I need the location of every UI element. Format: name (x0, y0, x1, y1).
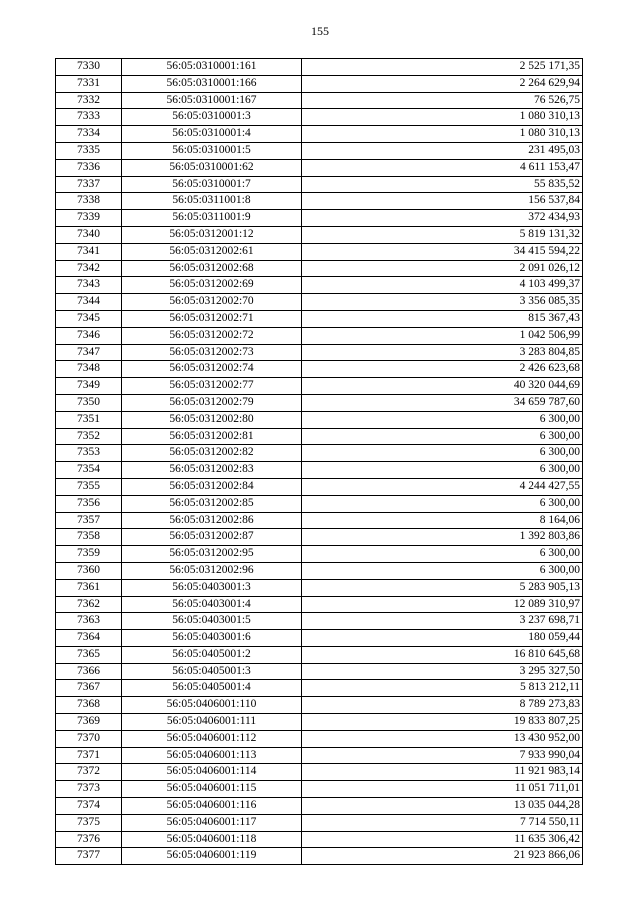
cadastral-number-cell: 56:05:0403001:3 (122, 579, 302, 596)
cadastral-value-cell: 3 295 327,50 (302, 663, 583, 680)
table-row (56, 445, 583, 462)
cadastral-number-cell: 56:05:0310001:4 (122, 126, 302, 143)
row-number-cell: 7349 (56, 378, 122, 395)
cadastral-value-cell: 11 051 711,01 (302, 781, 583, 798)
cadastral-value-cell: 3 356 085,35 (302, 294, 583, 311)
table-row (56, 848, 583, 865)
cadastral-number-cell: 56:05:0310001:161 (122, 59, 302, 76)
row-number-cell: 7345 (56, 310, 122, 327)
table-row (56, 562, 583, 579)
table-row (56, 394, 583, 411)
row-number-cell: 7364 (56, 630, 122, 647)
cadastral-number-cell: 56:05:0403001:4 (122, 596, 302, 613)
row-number-cell: 7341 (56, 243, 122, 260)
cadastral-number-cell: 56:05:0312002:86 (122, 512, 302, 529)
table-row (56, 814, 583, 831)
table-row (56, 730, 583, 747)
cadastral-value-cell: 34 415 594,22 (302, 243, 583, 260)
row-number-cell: 7348 (56, 361, 122, 378)
table-row (56, 831, 583, 848)
cadastral-value-cell: 3 283 804,85 (302, 344, 583, 361)
row-number-cell: 7357 (56, 512, 122, 529)
table-row (56, 59, 583, 76)
cadastral-number-cell: 56:05:0312002:83 (122, 462, 302, 479)
table-row (56, 226, 583, 243)
cadastral-value-cell: 2 264 629,94 (302, 75, 583, 92)
table-row (56, 193, 583, 210)
cadastral-number-cell: 56:05:0311001:8 (122, 193, 302, 210)
cadastral-value-cell: 6 300,00 (302, 445, 583, 462)
cadastral-value-cell: 6 300,00 (302, 428, 583, 445)
table-row (56, 277, 583, 294)
table-row (56, 462, 583, 479)
cadastral-value-cell: 1 080 310,13 (302, 109, 583, 126)
table-row (56, 697, 583, 714)
row-number-cell: 7333 (56, 109, 122, 126)
cadastral-value-cell: 180 059,44 (302, 630, 583, 647)
cadastral-number-cell: 56:05:0403001:5 (122, 613, 302, 630)
table-row (56, 428, 583, 445)
cadastral-number-cell: 56:05:0406001:115 (122, 781, 302, 798)
cadastral-value-cell: 2 525 171,35 (302, 59, 583, 76)
cadastral-number-cell: 56:05:0312002:95 (122, 546, 302, 563)
cadastral-number-cell: 56:05:0406001:111 (122, 714, 302, 731)
row-number-cell: 7347 (56, 344, 122, 361)
cadastral-value-cell: 6 300,00 (302, 411, 583, 428)
cadastral-number-cell: 56:05:0311001:9 (122, 210, 302, 227)
table-row (56, 478, 583, 495)
row-number-cell: 7336 (56, 159, 122, 176)
table-row (56, 378, 583, 395)
cadastral-number-cell: 56:05:0312002:71 (122, 310, 302, 327)
cadastral-number-cell: 56:05:0312002:96 (122, 562, 302, 579)
table-row (56, 781, 583, 798)
cadastral-value-cell: 156 537,84 (302, 193, 583, 210)
cadastral-value-cell: 34 659 787,60 (302, 394, 583, 411)
row-number-cell: 7356 (56, 495, 122, 512)
cadastral-value-cell: 6 300,00 (302, 562, 583, 579)
cadastral-value-cell: 76 526,75 (302, 92, 583, 109)
cadastral-value-cell: 5 813 212,11 (302, 680, 583, 697)
cadastral-number-cell: 56:05:0312002:87 (122, 529, 302, 546)
table-row (56, 142, 583, 159)
table-row (56, 176, 583, 193)
row-number-cell: 7335 (56, 142, 122, 159)
cadastral-number-cell: 56:05:0405001:4 (122, 680, 302, 697)
table-row (56, 495, 583, 512)
row-number-cell: 7372 (56, 764, 122, 781)
cadastral-value-cell: 11 635 306,42 (302, 831, 583, 848)
row-number-cell: 7366 (56, 663, 122, 680)
row-number-cell: 7343 (56, 277, 122, 294)
cadastral-number-cell: 56:05:0312002:61 (122, 243, 302, 260)
cadastral-value-cell: 8 164,06 (302, 512, 583, 529)
table-row (56, 546, 583, 563)
row-number-cell: 7363 (56, 613, 122, 630)
row-number-cell: 7375 (56, 814, 122, 831)
row-number-cell: 7337 (56, 176, 122, 193)
row-number-cell: 7346 (56, 327, 122, 344)
cadastral-number-cell: 56:05:0312002:68 (122, 260, 302, 277)
row-number-cell: 7340 (56, 226, 122, 243)
cadastral-number-cell: 56:05:0406001:114 (122, 764, 302, 781)
row-number-cell: 7369 (56, 714, 122, 731)
cadastral-value-cell: 4 611 153,47 (302, 159, 583, 176)
row-number-cell: 7354 (56, 462, 122, 479)
cadastral-number-cell: 56:05:0310001:167 (122, 92, 302, 109)
row-number-cell: 7332 (56, 92, 122, 109)
cadastral-value-cell: 16 810 645,68 (302, 646, 583, 663)
table-row (56, 663, 583, 680)
table-row (56, 344, 583, 361)
table-row (56, 310, 583, 327)
cadastral-number-cell: 56:05:0406001:113 (122, 747, 302, 764)
cadastral-value-cell: 815 367,43 (302, 310, 583, 327)
cadastral-value-cell: 4 244 427,55 (302, 478, 583, 495)
cadastral-number-cell: 56:05:0310001:7 (122, 176, 302, 193)
table-row (56, 92, 583, 109)
cadastral-number-cell: 56:05:0406001:116 (122, 798, 302, 815)
row-number-cell: 7353 (56, 445, 122, 462)
table-row (56, 764, 583, 781)
table-row (56, 126, 583, 143)
cadastral-number-cell: 56:05:0312002:79 (122, 394, 302, 411)
row-number-cell: 7342 (56, 260, 122, 277)
cadastral-value-cell: 8 789 273,83 (302, 697, 583, 714)
table-row (56, 630, 583, 647)
table-row (56, 327, 583, 344)
table-body (56, 59, 583, 865)
table-row (56, 210, 583, 227)
cadastral-value-cell: 2 091 026,12 (302, 260, 583, 277)
cadastral-number-cell: 56:05:0312002:74 (122, 361, 302, 378)
cadastral-value-table (55, 58, 583, 865)
cadastral-value-cell: 231 495,03 (302, 142, 583, 159)
row-number-cell: 7376 (56, 831, 122, 848)
row-number-cell: 7350 (56, 394, 122, 411)
cadastral-number-cell: 56:05:0310001:166 (122, 75, 302, 92)
row-number-cell: 7358 (56, 529, 122, 546)
cadastral-number-cell: 56:05:0406001:117 (122, 814, 302, 831)
cadastral-value-cell: 13 430 952,00 (302, 730, 583, 747)
cadastral-number-cell: 56:05:0312002:77 (122, 378, 302, 395)
cadastral-number-cell: 56:05:0406001:112 (122, 730, 302, 747)
row-number-cell: 7373 (56, 781, 122, 798)
cadastral-value-cell: 11 921 983,14 (302, 764, 583, 781)
table-row (56, 646, 583, 663)
row-number-cell: 7370 (56, 730, 122, 747)
row-number-cell: 7355 (56, 478, 122, 495)
table-row (56, 579, 583, 596)
table-row (56, 109, 583, 126)
cadastral-value-cell: 5 283 905,13 (302, 579, 583, 596)
table-row (56, 243, 583, 260)
cadastral-value-cell: 13 035 044,28 (302, 798, 583, 815)
row-number-cell: 7374 (56, 798, 122, 815)
cadastral-value-cell: 7 714 550,11 (302, 814, 583, 831)
row-number-cell: 7365 (56, 646, 122, 663)
cadastral-value-cell: 6 300,00 (302, 462, 583, 479)
cadastral-number-cell: 56:05:0406001:110 (122, 697, 302, 714)
cadastral-value-cell: 6 300,00 (302, 495, 583, 512)
row-number-cell: 7377 (56, 848, 122, 865)
cadastral-number-cell: 56:05:0405001:2 (122, 646, 302, 663)
cadastral-number-cell: 56:05:0312002:80 (122, 411, 302, 428)
cadastral-number-cell: 56:05:0406001:119 (122, 848, 302, 865)
cadastral-number-cell: 56:05:0312002:72 (122, 327, 302, 344)
cadastral-number-cell: 56:05:0312002:81 (122, 428, 302, 445)
row-number-cell: 7334 (56, 126, 122, 143)
table-row (56, 596, 583, 613)
cadastral-number-cell: 56:05:0312002:70 (122, 294, 302, 311)
row-number-cell: 7368 (56, 697, 122, 714)
cadastral-number-cell: 56:05:0312002:73 (122, 344, 302, 361)
row-number-cell: 7339 (56, 210, 122, 227)
table-row (56, 159, 583, 176)
cadastral-value-cell: 7 933 990,04 (302, 747, 583, 764)
cadastral-value-cell: 19 833 807,25 (302, 714, 583, 731)
cadastral-number-cell: 56:05:0406001:118 (122, 831, 302, 848)
table-row (56, 75, 583, 92)
row-number-cell: 7351 (56, 411, 122, 428)
row-number-cell: 7362 (56, 596, 122, 613)
table-row (56, 798, 583, 815)
cadastral-number-cell: 56:05:0312002:82 (122, 445, 302, 462)
cadastral-number-cell: 56:05:0312002:85 (122, 495, 302, 512)
row-number-cell: 7352 (56, 428, 122, 445)
cadastral-value-cell: 4 103 499,37 (302, 277, 583, 294)
cadastral-number-cell: 56:05:0312002:69 (122, 277, 302, 294)
row-number-cell: 7360 (56, 562, 122, 579)
cadastral-value-cell: 6 300,00 (302, 546, 583, 563)
cadastral-value-cell: 12 089 310,97 (302, 596, 583, 613)
table-row (56, 529, 583, 546)
table-row (56, 613, 583, 630)
cadastral-value-cell: 1 392 803,86 (302, 529, 583, 546)
cadastral-value-cell: 372 434,93 (302, 210, 583, 227)
table-row (56, 714, 583, 731)
cadastral-value-cell: 2 426 623,68 (302, 361, 583, 378)
table-row (56, 294, 583, 311)
cadastral-number-cell: 56:05:0312001:12 (122, 226, 302, 243)
table-row (56, 411, 583, 428)
row-number-cell: 7344 (56, 294, 122, 311)
cadastral-number-cell: 56:05:0310001:3 (122, 109, 302, 126)
row-number-cell: 7361 (56, 579, 122, 596)
row-number-cell: 7359 (56, 546, 122, 563)
table-row (56, 260, 583, 277)
table-row (56, 512, 583, 529)
cadastral-value-cell: 1 042 506,99 (302, 327, 583, 344)
table-row (56, 747, 583, 764)
row-number-cell: 7338 (56, 193, 122, 210)
cadastral-value-cell: 1 080 310,13 (302, 126, 583, 143)
cadastral-number-cell: 56:05:0403001:6 (122, 630, 302, 647)
cadastral-value-cell: 40 320 044,69 (302, 378, 583, 395)
cadastral-value-cell: 21 923 866,06 (302, 848, 583, 865)
row-number-cell: 7367 (56, 680, 122, 697)
cadastral-value-cell: 3 237 698,71 (302, 613, 583, 630)
row-number-cell: 7371 (56, 747, 122, 764)
cadastral-value-cell: 55 835,52 (302, 176, 583, 193)
cadastral-number-cell: 56:05:0312002:84 (122, 478, 302, 495)
table-row (56, 680, 583, 697)
row-number-cell: 7330 (56, 59, 122, 76)
table-row (56, 361, 583, 378)
cadastral-number-cell: 56:05:0405001:3 (122, 663, 302, 680)
page-number: 155 (311, 24, 329, 38)
row-number-cell: 7331 (56, 75, 122, 92)
cadastral-number-cell: 56:05:0310001:5 (122, 142, 302, 159)
cadastral-number-cell: 56:05:0310001:62 (122, 159, 302, 176)
cadastral-value-cell: 5 819 131,32 (302, 226, 583, 243)
